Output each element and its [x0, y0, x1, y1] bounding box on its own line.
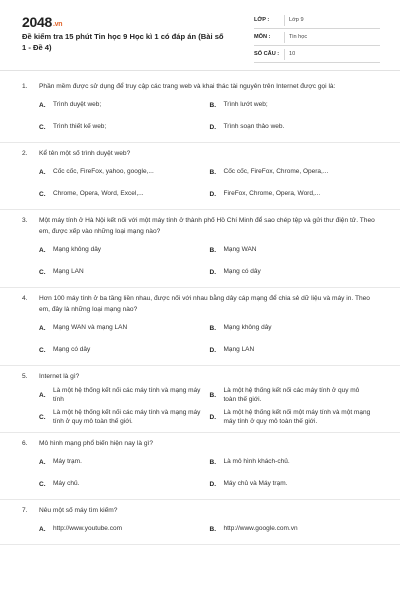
answer-option[interactable]: [210, 94, 381, 116]
info-value: Lớp 9: [289, 17, 304, 23]
info-label: LỚP :: [254, 17, 270, 23]
question-number: 7.: [22, 507, 28, 514]
question-stem: [22, 438, 380, 449]
option-letter: B.: [209, 168, 216, 176]
option-letter: D.: [209, 346, 216, 354]
answer-option[interactable]: [39, 518, 210, 540]
option-letter: A.: [39, 246, 46, 254]
option-text: Mạng có dây: [53, 346, 91, 354]
question-number: 2.: [22, 150, 28, 157]
option-letter: D.: [209, 190, 216, 198]
question-3: [0, 210, 400, 288]
answer-option[interactable]: [210, 161, 381, 183]
option-text: Trình thiết kế web;: [53, 123, 107, 131]
exam-header: [0, 0, 400, 68]
option-text: Mạng có dây: [223, 268, 261, 276]
answer-option[interactable]: [210, 317, 381, 339]
answer-options: [22, 518, 380, 540]
site-logo[interactable]: 2048.vn: [22, 14, 63, 30]
answer-options: [22, 161, 380, 205]
question-2: [0, 143, 400, 210]
option-letter: D.: [209, 268, 216, 276]
option-text: Mạng LAN: [223, 346, 255, 354]
option-text: Mạng không dây: [223, 324, 272, 332]
option-text: Là một hệ thống kết nối các máy tính và mạng máy tính ở quy mô toàn thế giới.: [53, 408, 201, 425]
answer-option[interactable]: [210, 451, 381, 473]
option-letter: B.: [209, 101, 216, 109]
option-letter: A.: [39, 525, 46, 533]
option-text: Mạng WAN và mạng LAN: [53, 324, 128, 332]
option-text: Máy chủ và Máy trạm.: [223, 480, 288, 488]
answer-option[interactable]: [39, 473, 210, 495]
answer-option[interactable]: [39, 261, 210, 283]
exam-title: Đề kiểm tra 15 phút Tin học 9 Học kì 1 có đáp án (Bài số 1 - Đề 4): [22, 32, 224, 52]
answer-option[interactable]: [39, 116, 210, 138]
answer-option[interactable]: [210, 239, 381, 261]
question-number: 3.: [22, 217, 28, 224]
answer-option[interactable]: [39, 406, 210, 428]
option-text: Mạng LAN: [53, 268, 84, 276]
answer-option[interactable]: [210, 406, 381, 428]
option-letter: D.: [209, 413, 216, 421]
answer-option[interactable]: [39, 183, 210, 205]
option-text: Là một hệ thống kết nối các máy tính và mạng máy tính: [53, 386, 201, 403]
answer-option[interactable]: [39, 451, 210, 473]
info-row-class: [254, 12, 380, 29]
option-letter: A.: [39, 391, 46, 399]
question-7: [0, 500, 400, 545]
option-text: Trình duyệt web;: [53, 101, 102, 109]
answer-option[interactable]: [210, 261, 381, 283]
question-text: Nêu một số máy tìm kiếm?: [39, 507, 118, 514]
option-letter: D.: [209, 123, 216, 131]
question-text: Mô hình mạng phổ biến hiện nay là gì?: [39, 440, 154, 447]
option-letter: A.: [39, 168, 46, 176]
question-text: Internet là gì?: [39, 373, 80, 380]
question-text: Kể tên một số trình duyệt web?: [39, 150, 131, 157]
option-text: Là một hệ thống kết nối các máy tính ở quy mô toàn thế giới.: [223, 386, 360, 403]
question-stem: [22, 148, 380, 159]
option-text: FireFox, Chrome, Opera, Word,...: [223, 190, 321, 198]
option-text: http://www.youtube.com: [53, 525, 123, 533]
question-stem: [22, 371, 380, 382]
info-label: SỐ CÂU :: [254, 51, 280, 57]
option-letter: C.: [39, 190, 46, 198]
answer-option[interactable]: [210, 473, 381, 495]
info-value: 10: [289, 51, 296, 57]
option-text: Là mô hình khách-chủ.: [223, 458, 290, 466]
header-divider: [0, 70, 400, 71]
info-label: MÔN :: [254, 34, 271, 40]
question-stem: [22, 293, 380, 315]
question-4: [0, 288, 400, 366]
answer-option[interactable]: [39, 384, 210, 406]
question-number: 4.: [22, 295, 28, 302]
option-letter: A.: [39, 324, 46, 332]
answer-options: [22, 317, 380, 361]
option-text: Chrome, Opera, Word, Excel,...: [53, 190, 144, 198]
info-value: Tin học: [289, 34, 308, 40]
answer-option[interactable]: [39, 339, 210, 361]
option-letter: C.: [39, 268, 46, 276]
option-text: Cốc cốc, FireFox, Chrome, Opera,...: [223, 168, 329, 176]
option-text: http://www.google.com.vn: [223, 525, 298, 533]
question-6: [0, 433, 400, 500]
question-stem: [22, 215, 380, 237]
option-letter: B.: [209, 458, 216, 466]
answer-options: [22, 451, 380, 495]
option-letter: C.: [39, 123, 46, 131]
answer-options: [22, 239, 380, 283]
answer-option[interactable]: [39, 317, 210, 339]
option-text: Mạng không dây: [53, 246, 102, 254]
question-number: 1.: [22, 83, 28, 90]
option-letter: C.: [39, 413, 46, 421]
answer-option[interactable]: [210, 116, 381, 138]
option-letter: B.: [209, 324, 216, 332]
answer-option[interactable]: [210, 518, 381, 540]
answer-option[interactable]: [39, 239, 210, 261]
option-letter: D.: [209, 480, 216, 488]
answer-option[interactable]: [210, 339, 381, 361]
option-letter: B.: [209, 246, 216, 254]
info-row-question-count: [254, 46, 380, 63]
option-letter: C.: [39, 480, 46, 488]
option-text: Là một hệ thống kết nối một máy tính và một mạng máy tính ở quy mô toàn thế giới.: [223, 408, 371, 425]
question-list: [0, 76, 400, 545]
option-letter: A.: [39, 458, 46, 466]
option-letter: B.: [209, 525, 216, 533]
question-number: 6.: [22, 440, 28, 447]
option-text: Cốc cốc, FireFox, yahoo, google,...: [53, 168, 154, 176]
question-1: [0, 76, 400, 143]
option-letter: B.: [209, 391, 216, 399]
question-text: Một máy tính ở Hà Nội kết nối với một máy tính ở thành phố Hồ Chí Minh để sao chép tệp và gửi thư điện tử. Theo em, được xếp vào những loại mạng nào?: [39, 217, 375, 235]
question-5: [0, 366, 400, 433]
option-letter: A.: [39, 101, 46, 109]
question-stem: [22, 505, 380, 516]
question-text: Hơn 100 máy tính ở ba tầng liền nhau, được nối với nhau bằng dây cáp mạng để chia sẻ dữ liệu và máy in. Theo em, đây là những loại mạng nào?: [39, 295, 370, 313]
option-text: Máy trạm.: [53, 458, 82, 466]
answer-option[interactable]: [210, 384, 381, 406]
question-number: 5.: [22, 373, 28, 380]
option-text: Máy chủ.: [53, 480, 80, 488]
answer-options: [22, 94, 380, 138]
answer-options: [22, 384, 380, 428]
option-letter: C.: [39, 346, 46, 354]
option-text: Trình lướt web;: [223, 101, 268, 109]
question-stem: [22, 81, 380, 92]
option-text: Trình soạn thảo web.: [223, 123, 285, 131]
question-text: Phần mềm được sử dụng để truy cập các trang web và khai thác tài nguyên trên Internet được gọi là:: [39, 83, 336, 90]
answer-option[interactable]: [39, 161, 210, 183]
answer-option[interactable]: [210, 183, 381, 205]
option-text: Mạng WAN: [223, 246, 257, 254]
answer-option[interactable]: [39, 94, 210, 116]
info-row-subject: [254, 29, 380, 46]
exam-info-table: [254, 12, 380, 63]
